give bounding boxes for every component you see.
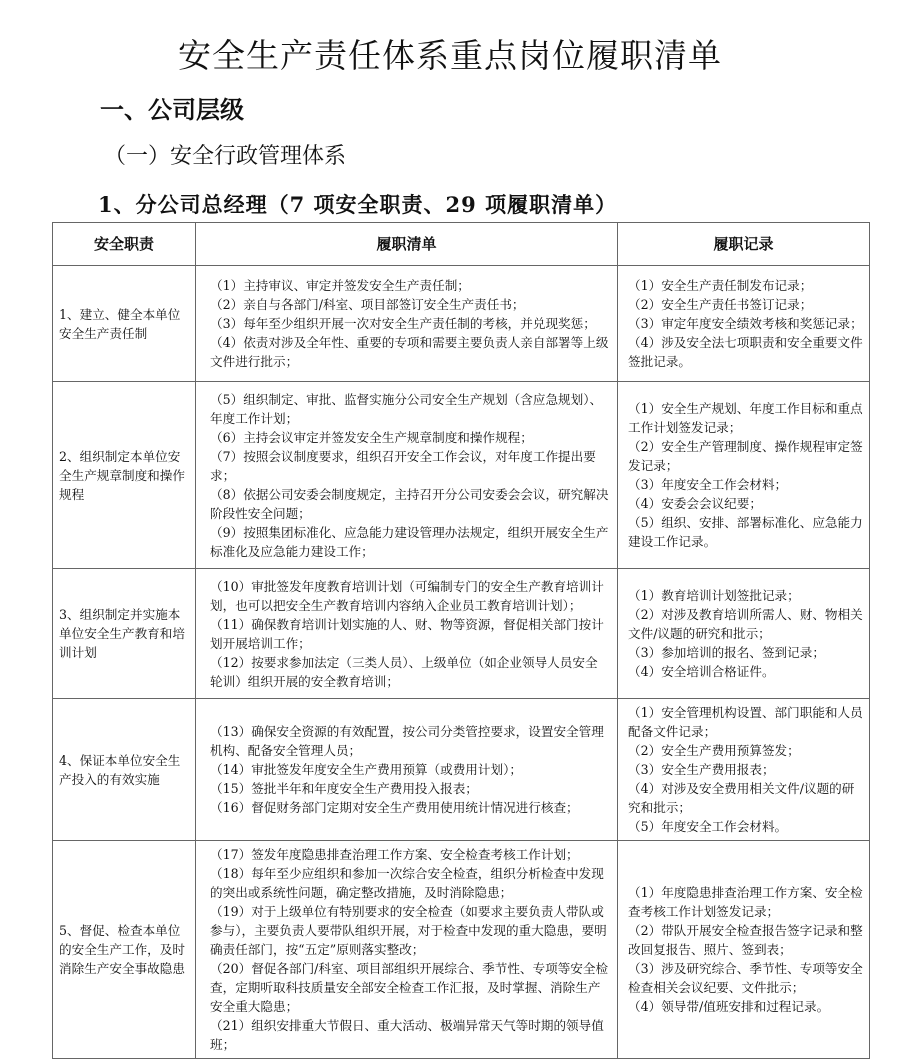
record-item: （5）年度安全工作会材料。 (628, 819, 788, 834)
record-item: （3）审定年度安全绩效考核和奖惩记录； (628, 316, 863, 331)
list-cell (196, 699, 618, 841)
list-item: （10）审批签发年度教育培训计划（可编制专门的安全生产教育培训计划，也可以把安全生产教育培训内容纳入企业员工教育培训计划）； (210, 578, 604, 613)
record-item: （1）教育培训计划签批记录； (628, 588, 800, 603)
table-row (53, 382, 870, 569)
records-cell (618, 569, 870, 699)
list-item: （2）亲自与各部门/科室、项目部签订安全生产责任书； (210, 297, 525, 312)
list-item: （19）对于上级单位有特别要求的安全检查（如要求主要负责人带队或参与），主要负责人要带队组织开展，对于检查中发现的重大隐患，要明确责任部门，按“五定”原则落实整改； (210, 904, 607, 957)
record-item: （5）组织、安排、部署标准化、应急能力建设工作记录。 (628, 515, 863, 549)
record-item: （1）年度隐患排查治理工作方案、安全检查考核工作计划签发记录； (628, 885, 863, 919)
table-row (53, 841, 870, 1059)
records-cell (618, 841, 870, 1059)
list-item: （4）依责对涉及全年性、重要的专项和需要主要负责人亲自部署等上级文件进行批示； (210, 335, 609, 369)
table-row (53, 266, 870, 382)
table-row (53, 569, 870, 699)
record-item: （2）安全生产责任书签订记录； (628, 297, 813, 312)
list-item: （11）确保教育培训计划实施的人、财、物等资源，督促相关部门按计划开展培训工作； (210, 616, 604, 651)
list-item: （16）督促财务部门定期对安全生产费用使用统计情况进行核查； (210, 800, 579, 815)
list-item: （9）按照集团标准化、应急能力建设管理办法规定，组织开展安全生产标准化及应急能力建设工作； (210, 524, 609, 559)
record-item: （4）安全培训合格证件。 (628, 664, 775, 679)
list-item: （3）每年至少组织开展一次对安全生产责任制的考核，并兑现奖惩； (210, 316, 596, 331)
record-item: （2）带队开展安全检查报告签字记录和整改回复报告、照片、签到表； (628, 923, 863, 957)
position-heading: 1、分公司总经理（7 项安全职责、29 项履职清单） (98, 192, 618, 217)
duty-cell: 2、组织制定本单位安全生产规章制度和操作规程 (53, 382, 196, 569)
record-item: （4）对涉及安全费用相关文件/议题的研究和批示； (628, 781, 855, 815)
header-duty: 安全职责 (53, 223, 196, 266)
list-item: （5）组织制定、审批、监督实施分公司安全生产规划（含应急规划）、年度工作计划； (210, 391, 603, 426)
list-item: （6）主持会议审定并签发安全生产规章制度和操作规程； (210, 429, 533, 445)
record-item: （1）安全管理机构设置、部门职能和人员配备文件记录； (628, 705, 863, 739)
records-cell (618, 699, 870, 841)
header-records: 履职记录 (618, 223, 870, 266)
list-cell (196, 266, 618, 382)
header-list: 履职清单 (196, 223, 618, 266)
duty-cell: 1、建立、健全本单位安全生产责任制 (53, 266, 196, 382)
section-heading: 一、公司层级 (100, 96, 244, 124)
table-row (53, 699, 870, 841)
record-item: （1）安全生产责任制发布记录； (628, 278, 813, 293)
list-item: （15）签批半年和年度安全生产费用投入报表； (210, 781, 478, 796)
record-item: （3）安全生产费用报表； (628, 762, 775, 777)
record-item: （4）涉及安全法七项职责和安全重要文件签批记录。 (628, 335, 863, 369)
list-item: （17）签发年度隐患排查治理工作方案、安全检查考核工作计划； (210, 847, 579, 862)
records-cell (618, 382, 870, 569)
record-item: （4）安委会会议纪要； (628, 496, 762, 511)
list-item: （12）按要求参加法定（三类人员）、上级单位（如企业领导人员安全轮训）组织开展的安全教育培训； (210, 654, 598, 689)
table-header-row (53, 223, 870, 266)
list-cell (196, 382, 618, 569)
record-item: （2）安全生产费用预算签发； (628, 743, 800, 758)
records-cell (618, 266, 870, 382)
list-cell (196, 841, 618, 1059)
list-item: （1）主持审议、审定并签发安全生产责任制； (210, 278, 470, 293)
subsection-heading: （一）安全行政管理体系 (104, 144, 347, 169)
record-item: （1）安全生产规划、年度工作目标和重点工作计划签发记录； (628, 401, 863, 435)
duty-cell: 4、保证本单位安全生产投入的有效实施 (53, 699, 196, 841)
list-item: （8）依据公司安委会制度规定，主持召开分公司安委会会议，研究解决阶段性安全问题； (210, 486, 609, 521)
record-item: （4）领导带/值班安排和过程记录。 (628, 999, 830, 1014)
duty-table (52, 222, 870, 1059)
record-item: （2）对涉及教育培训所需人、财、物相关文件/议题的研究和批示； (628, 607, 863, 641)
list-item: （14）审批签发年度安全生产费用预算（或费用计划）； (210, 762, 522, 777)
document-title: 安全生产责任体系重点岗位履职清单 (178, 36, 722, 75)
list-cell (196, 569, 618, 699)
record-item: （2）安全生产管理制度、操作规程审定签发记录； (628, 439, 863, 473)
list-item: （13）确保安全资源的有效配置，按公司分类管控要求，设置安全管理机构、配备安全管理人员； (210, 724, 604, 758)
list-item: （18）每年至少应组织和参加一次综合安全检查，组织分析检查中发现的突出或系统性问题，确定整改措施，及时消除隐患； (210, 866, 604, 900)
list-item: （20）督促各部门/科室、项目部组织开展综合、季节性、专项等安全检查，定期听取科技质量安全部安全检查工作汇报，及时掌握、消除生产安全重大隐患； (210, 961, 609, 1014)
list-item: （21）组织安排重大节假日、重大活动、极端异常天气等时期的领导值班； (210, 1018, 604, 1052)
record-item: （3）涉及研究综合、季节性、专项等安全检查相关会议纪要、文件批示； (628, 961, 863, 995)
record-item: （3）年度安全工作会材料； (628, 477, 788, 492)
list-item: （7）按照会议制度要求，组织召开安全工作会议，对年度工作提出要求； (210, 448, 596, 483)
duty-cell: 3、组织制定并实施本单位安全生产教育和培训计划 (53, 569, 196, 699)
record-item: （3）参加培训的报名、签到记录； (628, 645, 825, 660)
duty-cell: 5、督促、检查本单位的安全生产工作，及时消除生产安全事故隐患 (53, 841, 196, 1059)
